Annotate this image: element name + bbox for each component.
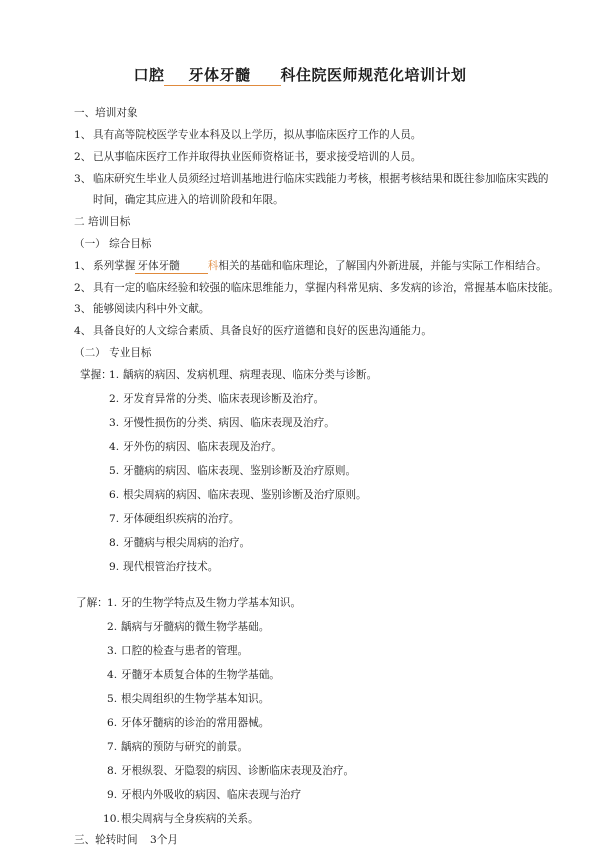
item-number: 1. [109,369,120,381]
list-item [109,560,218,574]
item-number: 6. [107,717,118,729]
master-label: 掌握： [80,369,112,381]
section3-heading: 三、轮转时间 [74,834,138,846]
item-text: 牙髓病与根尖周病的治疗。 [123,537,251,549]
list-item [74,281,559,295]
list-item [107,644,248,658]
item-number: 9. [109,561,120,573]
list-item [107,716,269,730]
list-item [107,740,248,754]
item-number: 2、 [74,151,92,163]
subsection-heading-professional: （二） 专业目标 [74,347,152,359]
list-item [109,416,335,430]
know-label: 了解： [76,597,108,609]
item-number: 3、 [74,173,92,185]
item-text-continued: 时间，确定其应进入的培训阶段和年限。 [93,194,284,206]
item-text: 已从事临床医疗工作并取得执业医师资格证书，要求接受培训的人员。 [93,151,422,163]
item-number: 3、 [74,303,92,315]
item-number: 2. [109,393,120,405]
list-item [109,464,356,478]
item-text: 能够阅读内科中外文献。 [93,303,210,315]
list-item [109,512,240,526]
list-item [109,368,377,382]
list-item [109,440,282,454]
list-item [109,536,250,550]
item-number: 5. [109,465,120,477]
specialty-name: 牙体牙髓 [137,260,180,272]
item-text: 临床研究生毕业人员须经过培训基地进行临床实践能力考核，根据考核结果和既往参加临床实践的 [93,173,549,185]
list-item [74,324,432,338]
item-text: 牙体牙髓病的诊治的常用器械。 [121,717,270,729]
list-item [107,668,280,682]
item-text: 牙根纵裂、牙隐裂的病因、诊断临床表现及治疗。 [121,765,355,777]
item-number: 1. [107,597,118,609]
item-number: 3. [107,645,118,657]
item-text: 根尖周病的病因、临床表现、鉴别诊断及治疗原则。 [123,489,367,501]
item-number: 1、 [74,260,92,272]
page-title [0,64,600,86]
item-text: 现代根管治疗技术。 [123,561,219,573]
section1-heading: 一、培训对象 [74,107,138,119]
item-text: 根尖周组织的生物学基本知识。 [121,693,270,705]
item-number: 2. [107,621,118,633]
item-number: 4. [109,441,120,453]
list-item [74,259,547,274]
item-text: 龋病的病因、发病机理、病理表现、临床分类与诊断。 [123,369,378,381]
item-text: 牙慢性损伤的分类、病因、临床表现及治疗。 [123,417,335,429]
list-item [109,488,367,502]
title-specialty-blank [164,64,280,86]
item-text: 牙发育异常的分类、临床表现诊断及治疗。 [123,393,325,405]
item-text: 具备良好的人文综合素质、具备良好的医疗道德和良好的医患沟通能力。 [93,325,432,337]
item-number: 8. [109,537,120,549]
item-text-pre: 系列掌握 [93,260,136,272]
item-text: 龋病与牙髓病的微生物学基础。 [121,621,270,633]
item-number: 10. [103,813,120,825]
specialty-suffix: 科 [207,260,219,272]
item-number: 3. [109,417,120,429]
item-number: 4. [107,669,118,681]
specialty-blank [135,259,207,274]
list-item [107,764,354,778]
subsection-heading-general: （一） 综合目标 [74,238,152,250]
list-item [107,620,269,634]
item-text: 牙体硬组织疾病的治疗。 [123,513,240,525]
item-text: 牙髓牙本质复合体的生物学基础。 [121,669,280,681]
list-item [74,150,421,164]
item-number: 4、 [74,325,92,337]
item-number: 8. [107,765,118,777]
list-item [107,692,269,706]
item-text: 牙外伤的病因、临床表现及治疗。 [123,441,282,453]
item-text: 龋病的预防与研究的前景。 [121,741,249,753]
item-number: 5. [107,693,118,705]
item-number: 7. [109,513,120,525]
item-text: 具有高等院校医学专业本科及以上学历，拟从事临床医疗工作的人员。 [93,129,422,141]
list-item [109,392,324,406]
rotation-duration: 3个月 [150,834,178,846]
title-specialty: 牙体牙髓 [188,66,251,84]
item-number: 6. [109,489,120,501]
item-text-post: 相关的基础和临床理论，了解国内外新进展，并能与实际工作相结合。 [218,260,547,272]
item-number: 9. [107,789,118,801]
list-item [74,128,421,142]
list-item [103,812,259,826]
item-text: 根尖周病与全身疾病的关系。 [121,813,259,825]
list-item [74,302,210,316]
list-item [74,172,549,186]
item-number: 1、 [74,129,92,141]
item-text: 牙的生物学特点及生物力学基本知识。 [121,597,302,609]
title-suffix: 科住院医师规范化培训计划 [280,66,467,84]
item-text: 牙髓病的病因、临床表现、鉴别诊断及治疗原则。 [123,465,357,477]
section2-heading: 二 培训目标 [74,216,131,228]
item-number: 7. [107,741,118,753]
item-text: 口腔的检查与患者的管理。 [121,645,249,657]
item-text: 牙根内外吸收的病因、临床表现与治疗 [121,789,302,801]
item-text: 具有一定的临床经验和较强的临床思维能力，掌握内科常见病、多发病的诊治，常握基本临床技能。 [93,282,560,294]
item-number: 2、 [74,282,92,294]
list-item [107,596,301,610]
title-prefix: 口腔 [133,66,165,84]
list-item [107,788,301,802]
